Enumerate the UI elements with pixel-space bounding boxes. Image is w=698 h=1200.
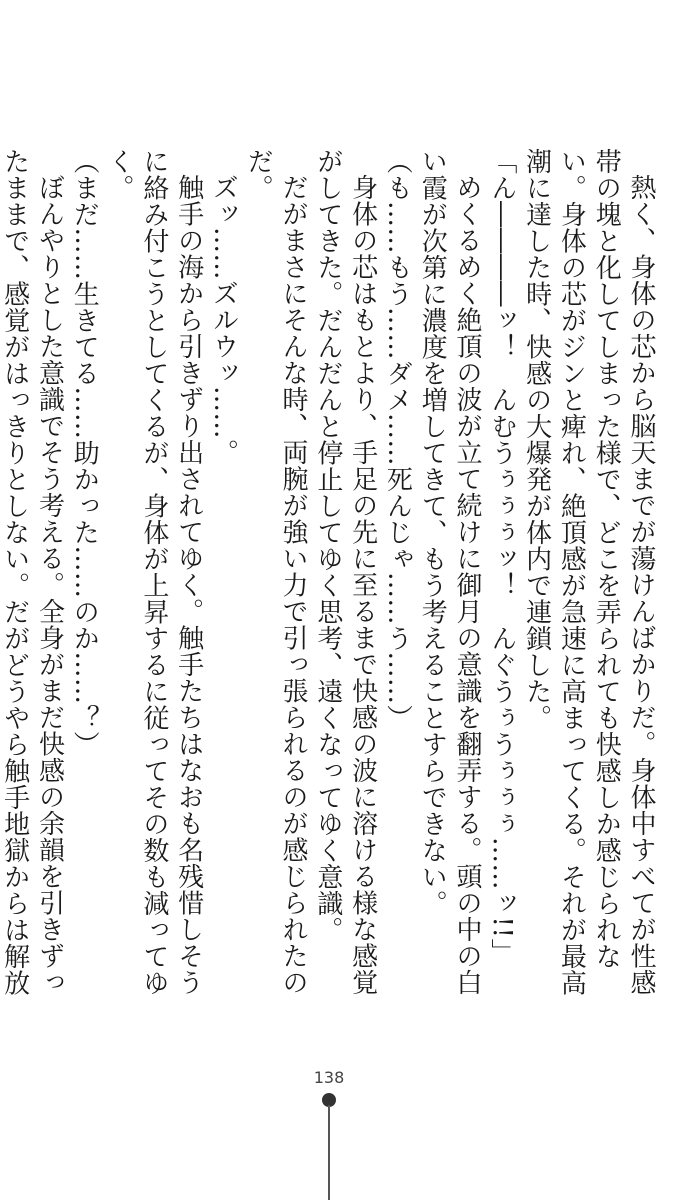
- inner-thought: （まだ……生きてる……助かった……のか……？）: [69, 148, 100, 758]
- page-number: 138: [313, 1068, 345, 1087]
- body-text: [0, 148, 658, 998]
- page-marker-line: [328, 1105, 330, 1200]
- paragraph: めくるめく絶頂の波が立て続けに御月の意識を翻弄する。頭の中の白い霞が次第に濃度を増してきて、もう考えることすらできない。: [417, 148, 483, 996]
- dialogue-line: 「ん――――ッ！ んむうぅぅぅッ！ んぐうぅうぅぅぅ……ッ!!」: [486, 148, 517, 965]
- paragraph: 身体の芯はもとより、手足の先に至るまで快感の波に溶ける様な感覚がしてきた。だんだんと停止してゆく思考、遠くなってゆく意識。: [312, 148, 378, 996]
- inner-thought: （も……もう……ダメ……死んじゃ……う……）: [382, 148, 413, 731]
- paragraph: 触手の海から引きずり出されてゆく。触手たちはなおも名残惜しそうに絡み付こうとしてくるが、身体が上昇するに従ってその数も減ってゆく。: [104, 148, 204, 996]
- paragraph: だがまさにそんな時、両腕が強い力で引っ張られるのが感じられたのだ。: [243, 148, 309, 996]
- sound-effect-line: ズッ……ズルウッ……。: [208, 174, 239, 466]
- paragraph: ぼんやりとした意識でそう考える。全身がまだ快感の余韻を引きずったままで、感覚がはっきりとしない。だがどうやら触手地獄からは解放: [0, 148, 65, 996]
- paragraph: 熱く、身体の芯から脳天までが蕩けんばかりだ。身体中すべてが性感帯の塊と化してしまった様で、どこを弄られても快感しか感じられない。身体の芯がジンと痺れ、絶頂感が急速に高まってくる。それが最高潮に達した時、快感の大爆発が体内で連鎖した。: [521, 148, 656, 996]
